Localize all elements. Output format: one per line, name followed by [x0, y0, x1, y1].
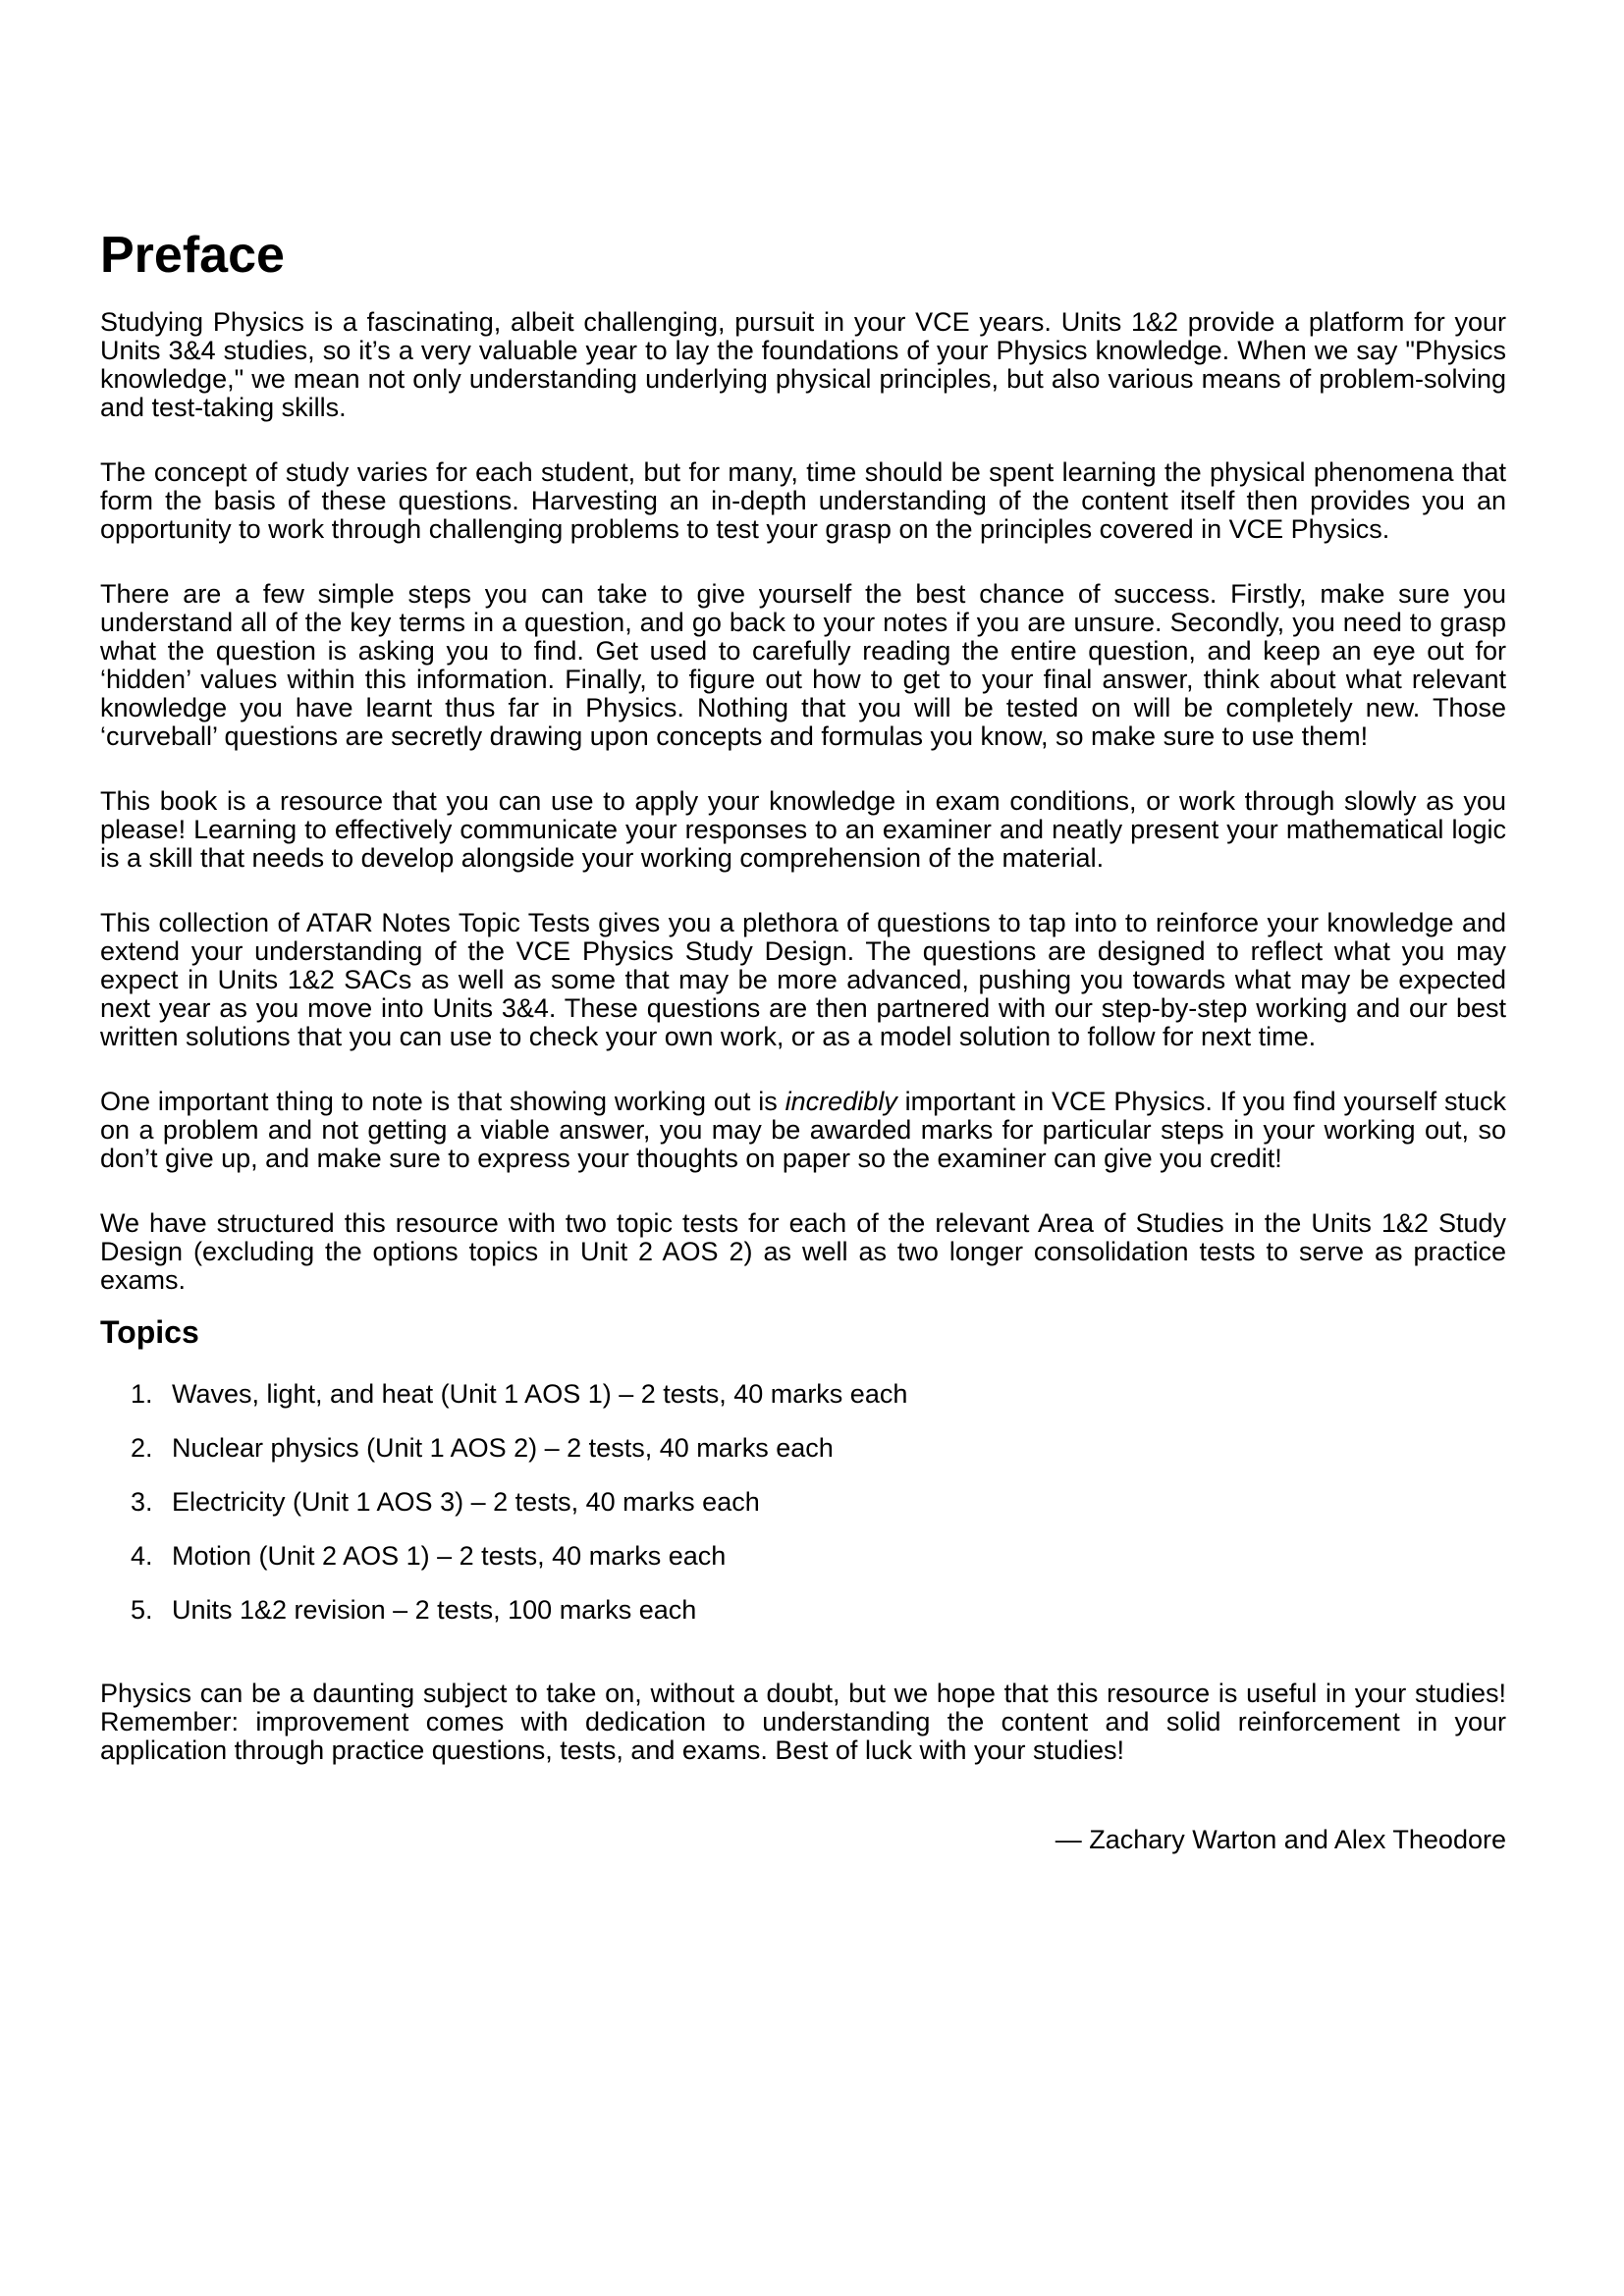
list-item-text: Nuclear physics (Unit 1 AOS 2) – 2 tests, 40 marks each	[172, 1433, 834, 1464]
list-item-number: 3.	[131, 1487, 153, 1518]
list-item-number: 4.	[131, 1541, 153, 1572]
paragraph-text-after-emphasis: important in VCE Physics. If you find yourself stuck on a problem and not getting a viable answer, you may be awarded marks for particular steps in your working out, so don’t give up, and make sure to express your thoughts on paper so the examiner can give you credit!	[100, 1087, 1506, 1174]
preface-paragraph-6	[100, 1088, 1506, 1173]
preface-paragraph-4: This book is a resource that you can use to apply your knowledge in exam conditions, or work through slowly as you please! Learning to effectively communicate your responses to an examiner and neatly present your mathematical logic is a skill that needs to develop alongside your working comprehension of the material.	[100, 786, 1506, 874]
list-item-number: 5.	[131, 1595, 153, 1626]
list-item	[100, 1380, 1506, 1409]
closing-paragraph: Physics can be a daunting subject to take on, without a doubt, but we hope that this resource is useful in your studies! Remember: improvement comes with dedication to understanding the content and solid reinforcement in your application through practice questions, tests, and exams. Best of luck with your studies!	[100, 1679, 1506, 1766]
preface-paragraph-7: We have structured this resource with two topic tests for each of the relevant Area of Studies in the Units 1&2 Study Design (excluding the options topics in Unit 2 AOS 2) as well as two longer consolidation tests to serve as practice exams.	[100, 1208, 1506, 1296]
list-item-text: Electricity (Unit 1 AOS 3) – 2 tests, 40 marks each	[172, 1487, 760, 1518]
topics-heading: Topics	[100, 1314, 199, 1351]
preface-paragraph-3: There are a few simple steps you can take to give yourself the best chance of success. Firstly, make sure you understand all of the key terms in a question, and go back to your notes if you are unsure. Secondly, you need to grasp what the question is asking you to find. Get used to carefully reading the entire question, and keep an eye out for ‘hidden’ values within this information. Finally, to figure out how to get to your final answer, think about what relevant knowledge you have learnt thus far in Physics. Nothing that you will be tested on will be completely new. Those ‘curveball’ questions are secretly drawing upon concepts and formulas you know, so make sure to use them!	[100, 579, 1506, 752]
preface-paragraph-5: This collection of ATAR Notes Topic Tests gives you a plethora of questions to tap into to reinforce your knowledge and extend your understanding of the VCE Physics Study Design. The questions are designed to reflect what you may expect in Units 1&2 SACs as well as some that may be more advanced, pushing you towards what may be expected next year as you move into Units 3&4. These questions are then partnered with our step-by-step working and our best written solutions that you can use to check your own work, or as a model solution to follow for next time.	[100, 908, 1506, 1052]
preface-paragraph-1: Studying Physics is a fascinating, albeit challenging, pursuit in your VCE years. Units 1&2 provide a platform for your Units 3&4 studies, so it’s a very valuable year to lay the foundations of your Physics knowledge. When we say "Physics knowledge," we mean not only understanding underlying physical principles, but also various means of problem-solving and test-taking skills.	[100, 307, 1506, 423]
list-item	[100, 1542, 1506, 1571]
list-item	[100, 1434, 1506, 1463]
topics-list	[100, 1380, 1506, 1625]
page-title: Preface	[100, 227, 285, 284]
list-item-number: 1.	[131, 1379, 153, 1410]
list-item-text: Waves, light, and heat (Unit 1 AOS 1) – 2 tests, 40 marks each	[172, 1379, 908, 1410]
list-item	[100, 1488, 1506, 1517]
list-item-number: 2.	[131, 1433, 153, 1464]
list-item	[100, 1596, 1506, 1625]
paragraph-text-before-emphasis: One important thing to note is that showing working out is	[100, 1087, 785, 1117]
preface-paragraph-2: The concept of study varies for each student, but for many, time should be spent learning the physical phenomena that form the basis of these questions. Harvesting an in-depth understanding of the content itself then provides you an opportunity to work through challenging problems to test your grasp on the principles covered in VCE Physics.	[100, 457, 1506, 545]
list-item-text: Motion (Unit 2 AOS 1) – 2 tests, 40 marks each	[172, 1541, 727, 1572]
emphasized-word: incredibly	[785, 1087, 897, 1117]
list-item-text: Units 1&2 revision – 2 tests, 100 marks each	[172, 1595, 697, 1626]
signature: — Zachary Warton and Alex Theodore	[1055, 1825, 1506, 1855]
